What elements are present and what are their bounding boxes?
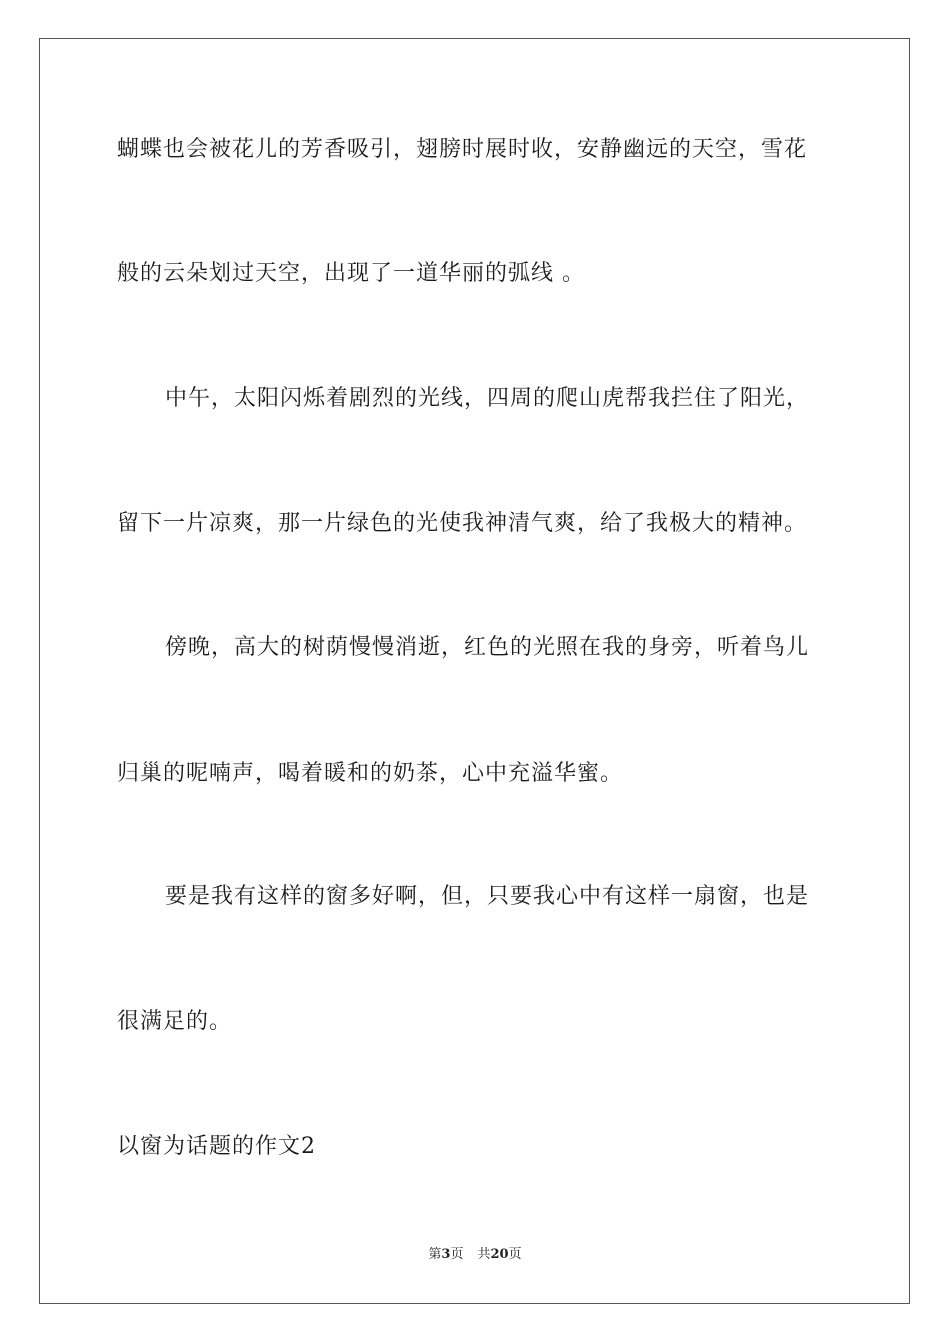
paragraph-4-line-1: 要是我有这样的窗多好啊，但，只要我心中有这样一扇窗，也是 [165, 884, 810, 909]
total-page-count: 20 [490, 1247, 509, 1262]
total-suffix: 页 [508, 1247, 522, 1262]
paragraph-1-line-1: 蝴蝶也会被花儿的芳香吸引，翅膀时展时收，安静幽远的天空，雪花 [117, 137, 808, 162]
paragraph-2-line-1: 中午，太阳闪烁着剧烈的光线，四周的爬山虎帮我拦住了阳光， [165, 386, 810, 411]
page-border [39, 38, 910, 1304]
paragraph-3-line-1: 傍晚，高大的树荫慢慢消逝，红色的光照在我的身旁，听着鸟儿 [165, 635, 810, 660]
paragraph-4-line-2: 很满足的。 [117, 1009, 233, 1034]
page-prefix: 第 [428, 1247, 442, 1262]
total-prefix: 共 [477, 1247, 491, 1262]
page-suffix: 页 [450, 1247, 464, 1262]
paragraph-3-line-2: 归巢的呢喃声，喝着暖和的奶茶，心中充溢华蜜。 [117, 761, 624, 786]
paragraph-1-line-2: 般的云朵划过天空，出现了一道华丽的弧线 。 [117, 261, 585, 286]
section-heading: 以窗为话题的作文2 [117, 1134, 316, 1159]
paragraph-2-line-2: 留下一片凉爽，那一片绿色的光使我神清气爽，给了我极大的精神。 [117, 511, 808, 536]
page-footer [0, 1246, 950, 1264]
current-page-number: 3 [441, 1247, 451, 1262]
